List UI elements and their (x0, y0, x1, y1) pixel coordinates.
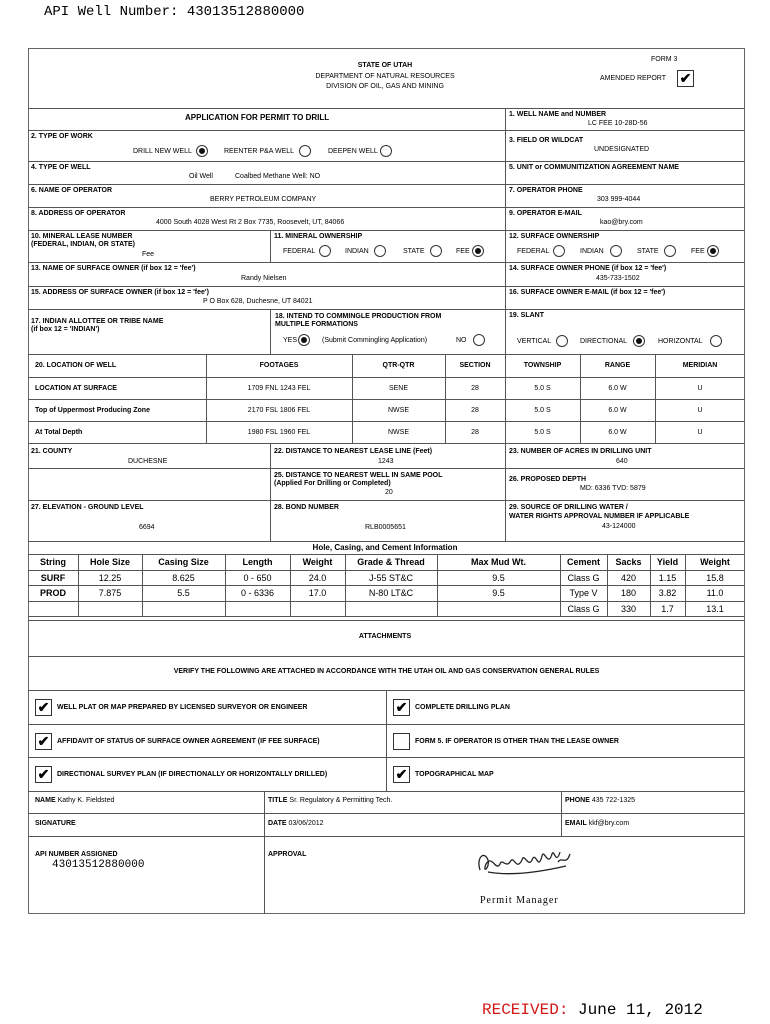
slant-vertical-radio[interactable] (556, 335, 568, 347)
location-cell: 1709 FNL 1243 FEL (247, 385, 311, 392)
api-well-number-header (44, 4, 304, 20)
casing-cell: Class G (567, 604, 600, 614)
received-label: RECEIVED: (482, 1001, 569, 1019)
divider (28, 309, 745, 310)
casing-cell: 13.1 (706, 604, 724, 614)
location-header-cell: 20. LOCATION OF WELL (35, 362, 117, 369)
api-assigned-label: API NUMBER ASSIGNED (35, 851, 118, 858)
acres-value: 640 (616, 458, 628, 465)
surface-indian-label: INDIAN (580, 248, 604, 255)
approval-label: APPROVAL (268, 851, 307, 858)
location-cell: NWSE (388, 407, 409, 414)
divider (28, 813, 745, 814)
county-label: 21. COUNTY (31, 448, 73, 455)
operator-name-value: BERRY PETROLEUM COMPANY (210, 196, 317, 203)
water-source-sublabel: WATER RIGHTS APPROVAL NUMBER IF APPLICABLE (509, 513, 690, 520)
casing-cell: 9.5 (492, 588, 505, 598)
divider (28, 443, 745, 444)
divider (270, 230, 271, 262)
slant-directional-label: DIRECTIONAL (580, 338, 628, 345)
proposed-depth-label: 26. PROPOSED DEPTH (509, 476, 587, 483)
casing-cell: 1.7 (661, 604, 674, 614)
slant-horizontal-radio[interactable] (710, 335, 722, 347)
casing-cell: 3.82 (658, 588, 677, 598)
attachments-row-divider (28, 724, 745, 725)
date-field (268, 820, 324, 828)
divider (28, 230, 745, 231)
commingle-no-radio[interactable] (473, 334, 485, 346)
surface-owner-address-label: 15. ADDRESS OF SURFACE OWNER (if box 12 = 'fee') (31, 289, 209, 296)
location-cell: 28 (471, 429, 479, 436)
location-cell: U (697, 385, 703, 392)
surface-owner-phone-value: 435-733-1502 (596, 275, 640, 282)
casing-cell: 9.5 (492, 573, 505, 583)
permit-manager-label: Permit Manager (480, 895, 559, 906)
location-cell: SENE (388, 385, 409, 392)
divider (28, 184, 745, 185)
divider (28, 468, 745, 469)
reenter-radio[interactable] (299, 145, 311, 157)
casing-header-cell: Hole Size (89, 557, 130, 567)
surface-owner-phone-label: 14. SURFACE OWNER PHONE (if box 12 = 'fee') (509, 265, 667, 272)
casing-cell: 11.0 (706, 588, 724, 598)
location-cell: 5.0 S (534, 407, 551, 414)
casing-cell: Class G (567, 573, 600, 583)
attachments-col-divider (386, 690, 387, 791)
attachment-checkbox[interactable] (393, 733, 410, 750)
casing-cell: 330 (620, 604, 637, 614)
casing-row-divider (28, 616, 745, 617)
amended-report-label: AMENDED REPORT (600, 75, 666, 82)
casing-cell: 7.875 (98, 588, 122, 598)
location-cell: 6.0 W (608, 407, 627, 414)
attachment-label: COMPLETE DRILLING PLAN (415, 704, 510, 711)
amended-report-checkbox[interactable]: ✔ (677, 70, 694, 87)
field-wildcat-label: 3. FIELD OR WILDCAT (509, 137, 584, 144)
location-header-cell: TOWNSHIP (523, 362, 562, 369)
received-stamp (482, 1001, 703, 1019)
phone-value: 435 722-1325 (591, 797, 636, 804)
location-cell: LOCATION AT SURFACE (35, 385, 117, 392)
operator-address-label: 8. ADDRESS OF OPERATOR (31, 210, 126, 217)
operator-email-label: 9. OPERATOR E-MAIL (509, 210, 582, 217)
phone-label: PHONE (565, 797, 590, 804)
name-field (35, 797, 114, 805)
casing-cell: 15.8 (706, 573, 724, 583)
type-of-well-value: Oil Well (189, 173, 213, 180)
location-cell: At Total Depth (35, 429, 83, 436)
pool-distance-sublabel: (Applied For Drilling or Completed) (274, 480, 391, 487)
commingle-label: 18. INTEND TO COMMINGLE PRODUCTION FROM (275, 313, 442, 320)
location-cell: 2170 FSL 1806 FEL (247, 407, 311, 414)
operator-email-value: kao@bry.com (600, 219, 643, 226)
divider (28, 836, 745, 837)
commingle-no-label: NO (456, 337, 467, 344)
well-name-label: 1. WELL NAME and NUMBER (509, 111, 607, 118)
mineral-indian-radio[interactable] (374, 245, 386, 257)
mineral-state-label: STATE (403, 248, 425, 255)
mineral-indian-label: INDIAN (345, 248, 369, 255)
location-cell: 6.0 W (608, 429, 627, 436)
surface-federal-radio[interactable] (553, 245, 565, 257)
email-value: kkf@bry.com (588, 820, 630, 827)
casing-title: Hole, Casing, and Cement Information (312, 543, 458, 552)
title-label: TITLE (268, 797, 288, 804)
surface-owner-email-label: 16. SURFACE OWNER E-MAIL (if box 12 = 'fee') (509, 289, 666, 296)
divider (505, 443, 506, 541)
mineral-fee-label: FEE (456, 248, 470, 255)
attachment-label: TOPOGRAPHICAL MAP (415, 771, 494, 778)
divider (28, 130, 745, 131)
location-header-cell: RANGE (604, 362, 631, 369)
type-of-well-label: 4. TYPE OF WELL (31, 164, 91, 171)
operator-phone-label: 7. OPERATOR PHONE (509, 187, 583, 194)
attachment-checkbox[interactable]: ✔ (393, 766, 410, 783)
signature-label: SIGNATURE (35, 820, 76, 827)
attachment-checkbox[interactable]: ✔ (35, 766, 52, 783)
deepen-radio[interactable] (380, 145, 392, 157)
form-number: FORM 3 (651, 56, 678, 63)
divider (28, 354, 745, 355)
attachment-checkbox[interactable]: ✔ (393, 699, 410, 716)
divider (28, 108, 745, 109)
name-label: NAME (35, 797, 56, 804)
date-value: 03/06/2012 (288, 820, 324, 827)
location-cell: NWSE (388, 429, 409, 436)
email-label: EMAIL (565, 820, 587, 827)
casing-cell: 5.5 (177, 588, 190, 598)
casing-cell: Type V (569, 588, 598, 598)
casing-cell: 12.25 (98, 573, 122, 583)
pool-distance-value: 20 (385, 489, 393, 496)
attachments-row-divider (28, 757, 745, 758)
casing-header-cell: String (40, 557, 66, 567)
casing-cell: 24.0 (308, 573, 327, 583)
divider (270, 443, 271, 541)
casing-cell: PROD (39, 588, 66, 598)
mineral-fee-radio[interactable] (472, 245, 484, 257)
attachment-label: DIRECTIONAL SURVEY PLAN (IF DIRECTIONALLY OR HORIZONTALLY DRILLED) (57, 771, 328, 778)
mineral-lease-sublabel: (FEDERAL, INDIAN, OR STATE) (31, 241, 135, 248)
attachment-checkbox[interactable]: ✔ (35, 733, 52, 750)
casing-cell: J-55 ST&C (368, 573, 413, 583)
email-field (565, 820, 629, 828)
location-cell: 6.0 W (608, 385, 627, 392)
location-cell: 1980 FSL 1960 FEL (247, 429, 311, 436)
casing-header-cell: Grade & Thread (357, 557, 425, 567)
surface-indian-radio[interactable] (610, 245, 622, 257)
name-value: Kathy K. Fieldsted (57, 797, 115, 804)
casing-header-cell: Length (242, 557, 273, 567)
casing-row-divider (28, 570, 745, 571)
date-label: DATE (268, 820, 287, 827)
surface-state-label: STATE (637, 248, 659, 255)
divider (28, 620, 745, 621)
approval-signature-image (470, 842, 580, 882)
pool-distance-label: 25. DISTANCE TO NEAREST WELL IN SAME POOL (274, 472, 443, 479)
mineral-federal-radio[interactable] (319, 245, 331, 257)
casing-header-cell: Weight (700, 557, 730, 567)
casing-header-cell: Casing Size (158, 557, 209, 567)
water-source-label: 29. SOURCE OF DRILLING WATER / (509, 504, 628, 511)
county-value: DUCHESNE (128, 458, 168, 465)
bond-number-value: RLB0005651 (365, 524, 406, 531)
drill-new-well-radio[interactable] (196, 145, 208, 157)
lease-line-label: 22. DISTANCE TO NEAREST LEASE LINE (Feet) (274, 448, 433, 455)
location-row-divider (28, 377, 745, 378)
casing-cell: SURF (40, 573, 66, 583)
bond-number-label: 28. BOND NUMBER (274, 504, 339, 511)
field-wildcat-value: UNDESIGNATED (594, 146, 650, 153)
surface-fee-label: FEE (691, 248, 705, 255)
operator-name-label: 6. NAME OF OPERATOR (31, 187, 113, 194)
mineral-lease-value: Fee (142, 251, 155, 258)
location-row-divider (28, 399, 745, 400)
attachment-label: FORM 5. IF OPERATOR IS OTHER THAN THE LEASE OWNER (415, 738, 619, 745)
location-cell: 5.0 S (534, 385, 551, 392)
commingle-sublabel: MULTIPLE FORMATIONS (275, 321, 358, 328)
department-heading: DEPARTMENT OF NATURAL RESOURCES (315, 73, 455, 80)
elevation-value: 6694 (139, 524, 155, 531)
elevation-label: 27. ELEVATION - GROUND LEVEL (31, 504, 144, 511)
location-cell: 28 (471, 407, 479, 414)
casing-header-cell: Sacks (615, 557, 642, 567)
received-date: June 11, 2012 (578, 1001, 703, 1019)
operator-address-value: 4000 South 4028 West Rt 2 Box 7735, Roosevelt, UT, 84066 (156, 219, 345, 226)
api-assigned-value: 43013512880000 (52, 859, 145, 871)
type-of-work-label: 2. TYPE OF WORK (31, 133, 93, 140)
acres-label: 23. NUMBER OF ACRES IN DRILLING UNIT (509, 448, 652, 455)
attachment-label: AFFIDAVIT OF STATUS OF SURFACE OWNER AGREEMENT (IF FEE SURFACE) (57, 738, 320, 745)
reenter-label: REENTER P&A WELL (224, 148, 295, 155)
surface-fee-radio[interactable] (707, 245, 719, 257)
api-label: API Well Number: (44, 4, 179, 20)
division-heading: DIVISION OF OIL, GAS AND MINING (326, 83, 444, 90)
coalbed-methane: Coalbed Methane Well: NO (235, 173, 321, 180)
casing-cell: 0 - 6336 (240, 588, 275, 598)
casing-cell: N-80 LT&C (368, 588, 414, 598)
casing-cell: 420 (620, 573, 637, 583)
divider (28, 161, 745, 162)
casing-header-cell: Weight (302, 557, 333, 567)
attachment-label: WELL PLAT OR MAP PREPARED BY LICENSED SURVEYOR OR ENGINEER (57, 704, 308, 711)
surface-federal-label: FEDERAL (517, 248, 550, 255)
form-title: APPLICATION FOR PERMIT TO DRILL (185, 113, 330, 122)
mineral-federal-label: FEDERAL (283, 248, 316, 255)
surface-owner-name-value: Randy Nielsen (241, 275, 287, 282)
attachments-title: ATTACHMENTS (358, 633, 412, 640)
slant-horizontal-label: HORIZONTAL (658, 338, 703, 345)
lease-line-value: 1243 (378, 458, 394, 465)
casing-cell: 1.15 (658, 573, 677, 583)
attachments-verify-text: VERIFY THE FOLLOWING ARE ATTACHED IN ACCORDANCE WITH THE UTAH OIL AND GAS CONSERVATION GENERAL RULES (173, 668, 600, 675)
casing-row-divider (28, 601, 745, 602)
deepen-label: DEEPEN WELL (328, 148, 378, 155)
well-name-value: LC FEE 10-28D-56 (588, 120, 648, 127)
mineral-ownership-label: 11. MINERAL OWNERSHIP (274, 233, 363, 240)
location-cell: U (697, 407, 703, 414)
casing-row-divider (28, 554, 745, 555)
mineral-lease-label: 10. MINERAL LEASE NUMBER (31, 233, 133, 240)
casing-cell: 8.625 (172, 573, 195, 583)
casing-cell: 180 (620, 588, 637, 598)
divider (28, 656, 745, 657)
casing-cell: 17.0 (308, 588, 327, 598)
location-cell: 5.0 S (534, 429, 551, 436)
allottee-sublabel: (if box 12 = 'INDIAN') (31, 326, 100, 333)
commingle-yes-label: YES (283, 337, 298, 344)
casing-header-cell: Max Mud Wt. (471, 557, 526, 567)
drill-new-well-label: DRILL NEW WELL (133, 148, 192, 155)
divider (28, 541, 745, 542)
operator-phone-value: 303 999-4044 (597, 196, 641, 203)
divider (264, 791, 265, 914)
location-cell: Top of Uppermost Producing Zone (35, 407, 150, 414)
surface-ownership-label: 12. SURFACE OWNERSHIP (509, 233, 600, 240)
commingle-yes-radio[interactable] (298, 334, 310, 346)
casing-cell: 0 - 650 (243, 573, 272, 583)
state-heading: STATE OF UTAH (357, 62, 413, 69)
location-header-cell: QTR-QTR (382, 362, 415, 369)
divider (28, 791, 745, 792)
divider (28, 262, 745, 263)
divider (28, 286, 745, 287)
casing-header-cell: Yield (656, 557, 679, 567)
water-source-value: 43-124000 (602, 523, 636, 530)
surface-state-radio[interactable] (664, 245, 676, 257)
mineral-state-radio[interactable] (430, 245, 442, 257)
slant-label: 19. SLANT (509, 312, 545, 319)
attachment-checkbox[interactable]: ✔ (35, 699, 52, 716)
casing-header-cell: Cement (566, 557, 600, 567)
location-cell: 28 (471, 385, 479, 392)
casing-row-divider (28, 585, 745, 586)
divider (28, 500, 745, 501)
title-value: Sr. Regulatory & Permitting Tech. (289, 797, 393, 804)
location-header-cell: MERIDIAN (682, 362, 718, 369)
unit-agreement-label: 5. UNIT or COMMUNITIZATION AGREEMENT NAME (509, 164, 679, 171)
surface-owner-name-label: 13. NAME OF SURFACE OWNER (if box 12 = 'fee') (31, 265, 196, 272)
slant-vertical-label: VERTICAL (517, 338, 552, 345)
location-row-divider (28, 421, 745, 422)
divider (270, 309, 271, 354)
location-header-cell: FOOTAGES (259, 362, 299, 369)
slant-directional-radio[interactable] (633, 335, 645, 347)
surface-owner-address-value: P O Box 628, Duchesne, UT 84021 (203, 298, 313, 305)
proposed-depth-value: MD: 6336 TVD: 5879 (580, 485, 646, 492)
divider (28, 207, 745, 208)
title-field (268, 797, 392, 805)
phone-field (565, 797, 635, 805)
location-cell: U (697, 429, 703, 436)
allottee-label: 17. INDIAN ALLOTTEE OR TRIBE NAME (31, 318, 164, 325)
location-header-cell: SECTION (459, 362, 491, 369)
commingle-submit-note: (Submit Commingling Application) (322, 337, 428, 344)
api-value: 43013512880000 (186, 4, 305, 20)
